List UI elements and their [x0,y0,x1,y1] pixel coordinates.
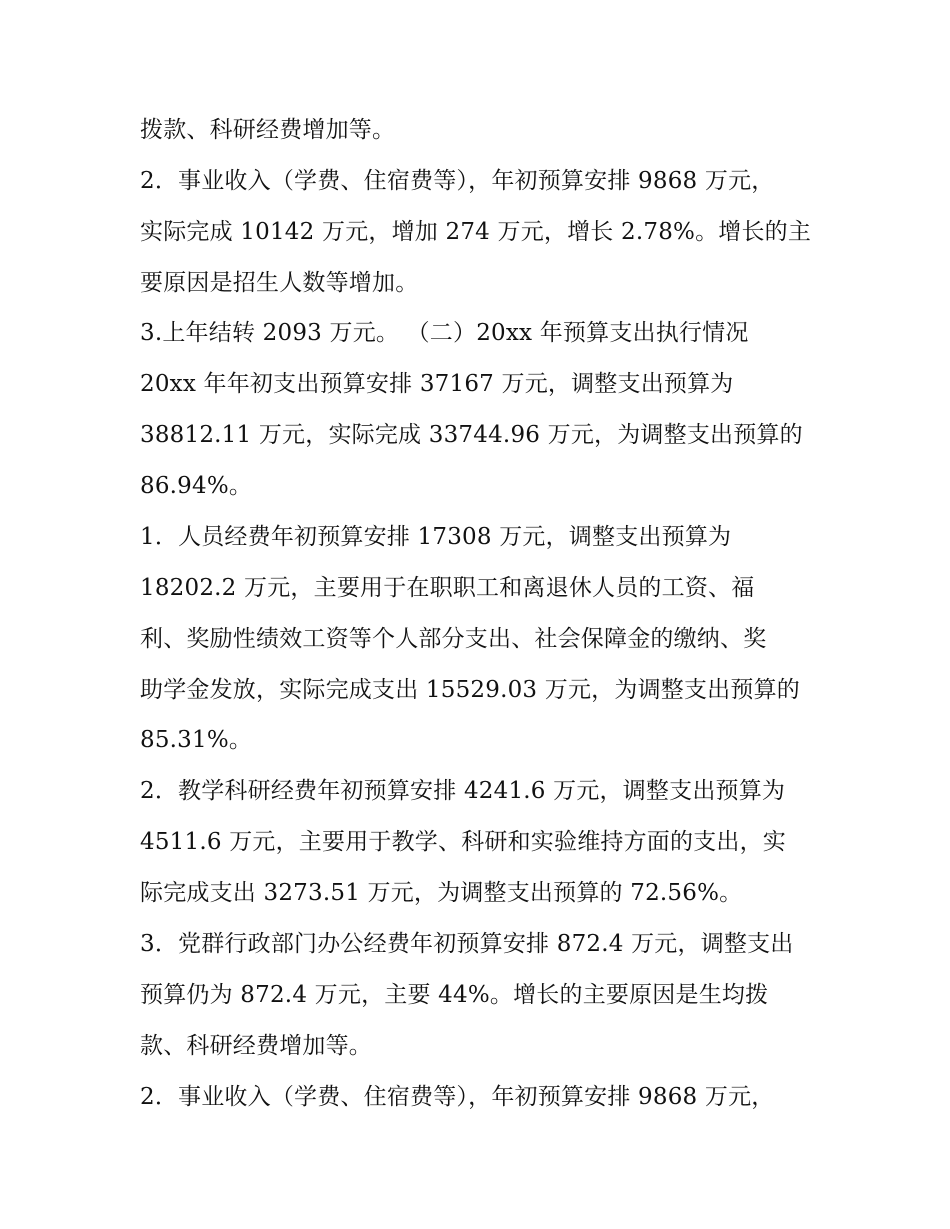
text-line: 86.94%。 [140,473,253,499]
text-line: 助学金发放，实际完成支出 15529.03 万元，为调整支出预算的 [140,677,800,703]
text-line: 3.上年结转 2093 万元。 （二）20xx 年预算支出执行情况 [140,320,749,346]
text-line: 款、科研经费增加等。 [140,1033,372,1059]
text-line: 2．事业收入（学费、住宿费等），年初预算安排 9868 万元， [140,1084,775,1110]
text-line: 1．人员经费年初预算安排 17308 万元，调整支出预算为 [140,524,732,550]
text-line: 预算仍为 872.4 万元，主要 44%。增长的主要原因是生均拨 [140,982,769,1008]
text-line: 2．教学科研经费年初预算安排 4241.6 万元，调整支出预算为 [140,778,786,804]
text-line: 实际完成 10142 万元，增加 274 万元，增长 2.78%。增长的主 [140,219,812,245]
text-line: 85.31%。 [140,727,253,753]
text-line: 3．党群行政部门办公经费年初预算安排 872.4 万元，调整支出 [140,931,794,957]
text-line: 4511.6 万元，主要用于教学、科研和实验维持方面的支出，实 [140,829,786,855]
text-line: 际完成支出 3273.51 万元，为调整支出预算的 72.56%。 [140,880,743,906]
text-line: 20xx 年年初支出预算安排 37167 万元，调整支出预算为 [140,371,734,397]
text-line: 利、奖励性绩效工资等个人部分支出、社会保障金的缴纳、奖 [140,626,767,652]
text-line: 18202.2 万元，主要用于在职职工和离退休人员的工资、福 [140,575,755,601]
text-line: 拨款、科研经费增加等。 [140,117,396,143]
text-line: 要原因是招生人数等增加。 [140,270,419,296]
text-line: 2．事业收入（学费、住宿费等），年初预算安排 9868 万元， [140,168,775,194]
text-line: 38812.11 万元，实际完成 33744.96 万元，为调整支出预算的 [140,422,803,448]
